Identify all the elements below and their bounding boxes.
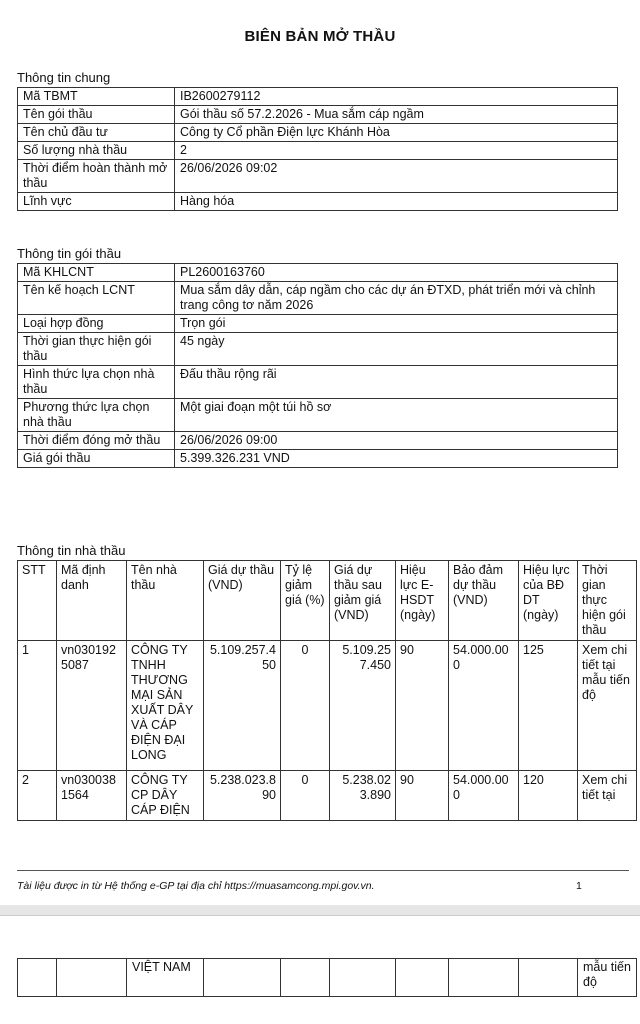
- table-row: [18, 106, 618, 124]
- column-header: Giá dự thầu sau giảm giá (VND): [330, 561, 396, 641]
- cell-guarantee: 54.000.000: [449, 771, 519, 821]
- row-label: Thời gian thực hiện gói thầu: [18, 333, 175, 366]
- cell-empty: [57, 959, 127, 997]
- table-row: [18, 432, 618, 450]
- row-label: Số lượng nhà thầu: [18, 142, 175, 160]
- cell-guarantee-validity: 125: [519, 641, 578, 771]
- cell-id: vn0300381564: [57, 771, 127, 821]
- cell-price-after: 5.238.023.890: [330, 771, 396, 821]
- row-value: Mua sắm dây dẫn, cáp ngầm cho các dự án ĐTXD, phát triển mới và chỉnh trang công tơ năm 2026: [175, 282, 618, 315]
- column-header: STT: [18, 561, 57, 641]
- row-label: Phương thức lựa chọn nhà thầu: [18, 399, 175, 432]
- row-label: Hình thức lựa chọn nhà thầu: [18, 366, 175, 399]
- footer-divider: [17, 870, 629, 871]
- table-row: [18, 333, 618, 366]
- cell-discount: 0: [281, 641, 330, 771]
- continuation-table: [17, 958, 637, 997]
- cell-discount: 0: [281, 771, 330, 821]
- cell-empty: [204, 959, 281, 997]
- row-value: 2: [175, 142, 618, 160]
- row-label: Thời điểm đóng mở thầu: [18, 432, 175, 450]
- table-row: [18, 399, 618, 432]
- table-row: [18, 366, 618, 399]
- row-value: PL2600163760: [175, 264, 618, 282]
- page-break: [0, 905, 640, 915]
- cell-price: 5.109.257.450: [204, 641, 281, 771]
- row-value: Đấu thầu rộng rãi: [175, 366, 618, 399]
- column-header: Bảo đảm dự thầu (VND): [449, 561, 519, 641]
- cell-validity: 90: [396, 771, 449, 821]
- row-label: Lĩnh vực: [18, 193, 175, 211]
- cell-empty: [18, 959, 57, 997]
- section-contractors-heading: Thông tin nhà thầu: [17, 543, 126, 558]
- table-row: [18, 264, 618, 282]
- cell-time: Xem chi tiết tại mẫu tiến độ: [578, 641, 637, 771]
- table-row: [18, 160, 618, 193]
- column-header: Thời gian thực hiện gói thầu: [578, 561, 637, 641]
- section-package-heading: Thông tin gói thầu: [17, 246, 122, 261]
- contractors-table: [17, 560, 637, 821]
- cell-validity: 90: [396, 641, 449, 771]
- row-value: 26/06/2026 09:02: [175, 160, 618, 193]
- cell-time-cont: mẫu tiến độ: [578, 959, 637, 997]
- cell-empty: [281, 959, 330, 997]
- cell-guarantee-validity: 120: [519, 771, 578, 821]
- document-title: BIÊN BẢN MỞ THẦU: [244, 28, 396, 45]
- cell-id: vn0301925087: [57, 641, 127, 771]
- row-label: Tên kế hoạch LCNT: [18, 282, 175, 315]
- table-row: [18, 959, 637, 997]
- row-label: Tên gói thầu: [18, 106, 175, 124]
- cell-price: 5.238.023.890: [204, 771, 281, 821]
- row-label: Mã TBMT: [18, 88, 175, 106]
- row-value: Một giai đoạn một túi hồ sơ: [175, 399, 618, 432]
- column-header: Mã định danh: [57, 561, 127, 641]
- table-row: [18, 771, 637, 821]
- row-value: Hàng hóa: [175, 193, 618, 211]
- row-value: Trọn gói: [175, 315, 618, 333]
- cell-price-after: 5.109.257.450: [330, 641, 396, 771]
- column-header: Tỷ lệ giảm giá (%): [281, 561, 330, 641]
- row-value: IB2600279112: [175, 88, 618, 106]
- table-row: [18, 88, 618, 106]
- footer-note: Tài liệu được in từ Hệ thống e-GP tại địa chỉ https://muasamcong.mpi.gov.vn.: [17, 880, 375, 892]
- table-row: [18, 450, 618, 468]
- cell-name: CÔNG TY TNHH THƯƠNG MẠI SẢN XUẤT DÂY VÀ CÁP ĐIỆN ĐẠI LONG: [127, 641, 204, 771]
- row-value: 45 ngày: [175, 333, 618, 366]
- row-value: 5.399.326.231 VND: [175, 450, 618, 468]
- row-value: 26/06/2026 09:00: [175, 432, 618, 450]
- cell-empty: [519, 959, 578, 997]
- cell-name: CÔNG TY CP DÂY CÁP ĐIỆN: [127, 771, 204, 821]
- cell-empty: [396, 959, 449, 997]
- row-value: Gói thầu số 57.2.2026 - Mua sắm cáp ngầm: [175, 106, 618, 124]
- cell-empty: [330, 959, 396, 997]
- cell-guarantee: 54.000.000: [449, 641, 519, 771]
- cell-time: Xem chi tiết tại: [578, 771, 637, 821]
- table-row: [18, 282, 618, 315]
- row-label: Giá gói thầu: [18, 450, 175, 468]
- page-number: 1: [576, 880, 582, 892]
- page-break-line: [0, 915, 640, 916]
- row-label: Thời điểm hoàn thành mở thầu: [18, 160, 175, 193]
- table-row: [18, 315, 618, 333]
- section-general-heading: Thông tin chung: [17, 70, 111, 85]
- cell-stt: 1: [18, 641, 57, 771]
- row-label: Tên chủ đầu tư: [18, 124, 175, 142]
- table-row: [18, 193, 618, 211]
- table-row: [18, 641, 637, 771]
- table-row: [18, 124, 618, 142]
- general-info-table: [17, 87, 618, 211]
- row-label: Loại hợp đồng: [18, 315, 175, 333]
- cell-name-cont: VIỆT NAM: [127, 959, 204, 997]
- table-row: [18, 142, 618, 160]
- package-info-table: [17, 263, 618, 468]
- column-header: Giá dự thầu (VND): [204, 561, 281, 641]
- column-header: Tên nhà thầu: [127, 561, 204, 641]
- cell-empty: [449, 959, 519, 997]
- table-header-row: [18, 561, 637, 641]
- row-value: Công ty Cổ phần Điện lực Khánh Hòa: [175, 124, 618, 142]
- cell-stt: 2: [18, 771, 57, 821]
- column-header: Hiệu lực E-HSDT (ngày): [396, 561, 449, 641]
- row-label: Mã KHLCNT: [18, 264, 175, 282]
- column-header: Hiệu lực của BĐ DT (ngày): [519, 561, 578, 641]
